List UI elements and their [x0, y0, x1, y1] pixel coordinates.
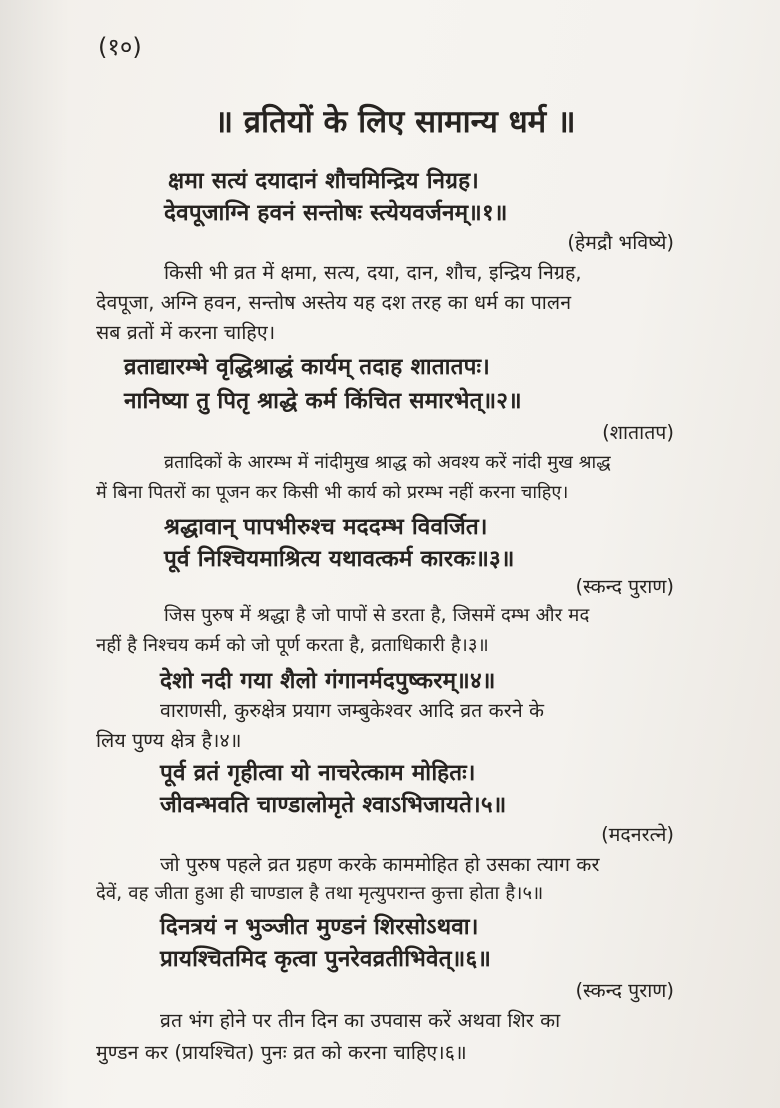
verse-3-meaning-line-2: नहीं है निश्चय कर्म को जो पूर्ण करता है, व्रताधिकारी है।३॥: [96, 635, 489, 656]
verse-5-source: (मदनरत्ने): [601, 823, 674, 846]
verse-3-meaning-line-1: जिस पुरुष में श्रद्धा है जो पापों से डरता है, जिसमें दम्भ और मद: [164, 605, 590, 626]
verse-5-line-2: जीवन्भवति चाण्डालोमृते श्वाऽभिजायते।५॥: [160, 792, 507, 818]
verse-1-meaning-line-3: सब व्रतों में करना चाहिए।: [96, 321, 276, 344]
verse-4-meaning-line-2: लिय पुण्य क्षेत्र है।४॥: [96, 729, 242, 752]
verse-3-line-1: श्रद्धावान् पापभीरुश्च मददम्भ विवर्जित।: [164, 514, 488, 540]
verse-4-line-1: देशो नदी गया शैलो गंगानर्मदपुष्करम्॥४॥: [160, 668, 496, 694]
verse-5-meaning-line-2: देवें, वह जीता हुआ ही चाण्डाल है तथा मृत्युपरान्त कुत्ता होता है।५॥: [96, 883, 544, 904]
page-number: (१०): [98, 33, 142, 61]
verse-2-line-2: नानिष्या तु पितृ श्राद्धे कर्म किंचित समारभेत्॥२॥: [124, 388, 522, 414]
verse-1-line-2: देवपूजाग्नि हवनं सन्तोषः स्त्येयवर्जनम्॥१॥: [164, 200, 508, 226]
verse-2-source: (शातातप): [602, 421, 674, 444]
verse-2-line-1: व्रताद्यारम्भे वृद्धिश्राद्धं कार्यम् तदाह शातातपः।: [124, 354, 490, 380]
verse-5-meaning-line-1: जो पुरुष पहले व्रत ग्रहण करके काममोहित हो उसका त्याग कर: [160, 853, 600, 876]
verse-2-meaning-line-1: व्रतादिकों के आरम्भ में नांदीमुख श्राद्ध को अवश्य करें नांदी मुख श्राद्ध: [164, 452, 611, 473]
verse-6-line-2: प्रायश्चितमिद कृत्वा पुनरेवव्रतीभिवेत्॥६॥: [160, 946, 492, 972]
verse-6-source: (स्कन्द पुराण): [575, 979, 674, 1002]
verse-1-meaning-line-2: देवपूजा, अग्नि हवन, सन्तोष अस्तेय यह दश तरह का धर्म का पालन: [96, 291, 572, 314]
verse-4-meaning-line-1: वाराणसी, कुरुक्षेत्र प्रयाग जम्बुकेश्वर आदि व्रत करने के: [160, 699, 545, 722]
verse-5-line-1: पूर्व व्रतं गृहीत्वा यो नाचरेत्काम मोहितः।: [160, 760, 476, 786]
verse-3-source: (स्कन्द पुराण): [575, 575, 674, 598]
verse-6-line-1: दिनत्रयं न भुञ्जीत मुण्डनं शिरसोऽथवा।: [160, 914, 479, 940]
verse-1-line-1: क्षमा सत्यं दयादानं शौचमिन्द्रिय निग्रह।: [168, 168, 479, 194]
verse-3-line-2: पूर्व निश्चियमाश्रित्य यथावत्कर्म कारकः॥३॥: [164, 546, 515, 572]
verse-2-meaning-line-2: में बिना पितरों का पूजन कर किसी भी कार्य को प्ररम्भ नहीं करना चाहिए।: [96, 482, 569, 503]
verse-1-source: (हेमद्रौ भविष्ये): [567, 231, 674, 254]
verse-6-meaning-line-2: मुण्डन कर (प्रायश्चित) पुनः व्रत को करना चाहिए।६॥: [96, 1041, 467, 1064]
page-title: ॥ व्रतियों के लिए सामान्य धर्म ॥: [214, 104, 576, 140]
verse-1-meaning-line-1: किसी भी व्रत में क्षमा, सत्य, दया, दान, शौच, इन्द्रिय निग्रह,: [164, 261, 582, 284]
verse-6-meaning-line-1: व्रत भंग होने पर तीन दिन का उपवास करें अथवा शिर का: [160, 1009, 561, 1032]
